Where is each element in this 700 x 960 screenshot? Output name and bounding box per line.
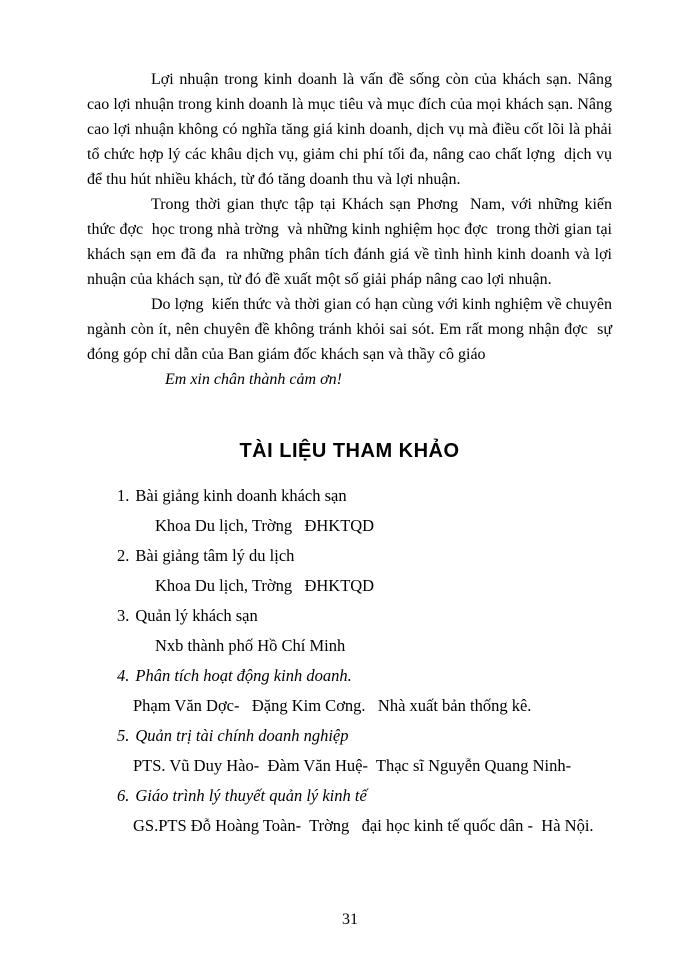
reference-title bbox=[87, 481, 612, 511]
reference-detail: Nxb thành phố Hồ Chí Minh bbox=[155, 636, 346, 655]
reference-item-2 bbox=[87, 541, 612, 601]
reference-title-text: Phân tích hoạt động kinh doanh. bbox=[135, 666, 352, 685]
reference-title-text: Quản trị tài chính doanh nghiệp bbox=[135, 726, 349, 745]
reference-title-text: Quản lý khách sạn bbox=[135, 606, 258, 625]
reference-detail: Phạm Văn Dợc- Đặng Kim Cơng. Nhà xuất bản thống kê. bbox=[133, 696, 532, 715]
references-list bbox=[87, 481, 612, 841]
reference-title-text: Bài giảng kinh doanh khách sạn bbox=[135, 486, 347, 505]
reference-number: 4. bbox=[117, 666, 130, 685]
reference-item-6 bbox=[87, 781, 612, 841]
reference-number: 3. bbox=[117, 606, 130, 625]
paragraph-apology: Do lợng kiến thức và thời gian có hạn cùng với kinh nghiệm về chuyên ngành còn ít, nên chuyên đề không tránh khỏi sai sót. Em rất mong nhận đợc sự đóng góp chỉ dẫn của Ban giám đốc khách sạn và thầy cô giáo bbox=[87, 296, 612, 363]
reference-title bbox=[87, 541, 612, 571]
reference-item-3 bbox=[87, 601, 612, 661]
reference-title-text: Giáo trình lý thuyết quản lý kinh tế bbox=[135, 786, 367, 805]
paragraph-profit-intro: Lợi nhuận trong kinh doanh là vấn đề sống còn của khách sạn. Nâng cao lợi nhuận trong kinh doanh là mục tiêu và mục đích của mọi khách sạn. Nâng cao lợi nhuận không có nghĩa tăng giá kinh doanh, dịch vụ mà điều cốt lõi là phải tổ chức hợp lý các khâu dịch vụ, giảm chi phí tối đa, nâng cao chất lợng dịch vụ để thu hút nhiều khách, từ đó tăng doanh thu và lợi nhuận. bbox=[87, 71, 612, 188]
reference-number: 1. bbox=[117, 486, 130, 505]
reference-item-1 bbox=[87, 481, 612, 541]
reference-detail: GS.PTS Đỗ Hoàng Toàn- Trờng đại học kinh tế quốc dân - Hà Nội. bbox=[133, 816, 594, 835]
reference-number: 2. bbox=[117, 546, 130, 565]
closing-thanks-line: Em xin chân thành cảm ơn! bbox=[165, 371, 342, 388]
reference-item-5 bbox=[87, 721, 612, 781]
reference-title-text: Bài giảng tâm lý du lịch bbox=[135, 546, 295, 565]
reference-title bbox=[87, 661, 612, 691]
reference-title bbox=[87, 601, 612, 631]
paragraph-internship: Trong thời gian thực tập tại Khách sạn Phơng Nam, với những kiến thức đợc học trong nhà trờng và những kinh nghiệm học đợc trong thời gian tại khách sạn em đã đa ra những phân tích đánh giá về tình hình kinh doanh và lợi nhuận của khách sạn, từ đó đề xuất một số giải pháp nâng cao lợi nhuận. bbox=[87, 196, 612, 288]
reference-detail: PTS. Vũ Duy Hào- Đàm Văn Huệ- Thạc sĩ Nguyễn Quang Ninh- bbox=[133, 756, 572, 775]
reference-item-4 bbox=[87, 661, 612, 721]
reference-number: 5. bbox=[117, 726, 130, 745]
reference-number: 6. bbox=[117, 786, 130, 805]
reference-detail: Khoa Du lịch, Trờng ĐHKTQD bbox=[155, 576, 375, 595]
references-heading: TÀI LIỆU THAM KHẢO bbox=[239, 440, 460, 462]
reference-title bbox=[87, 721, 612, 751]
page-number: 31 bbox=[342, 911, 358, 928]
reference-detail: Khoa Du lịch, Trờng ĐHKTQD bbox=[155, 516, 375, 535]
reference-title bbox=[87, 781, 612, 811]
